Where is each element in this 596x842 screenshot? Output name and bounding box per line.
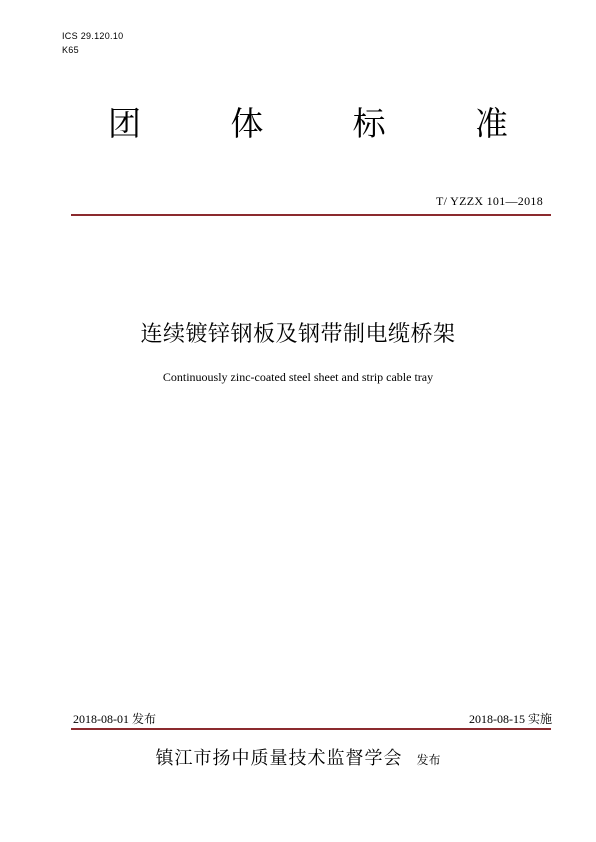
- standard-type-char: 体: [230, 104, 264, 143]
- ccs-code: K65: [62, 45, 79, 55]
- bottom-divider: [71, 728, 551, 730]
- ics-code: ICS 29.120.10: [62, 31, 124, 41]
- title-chinese: 连续镀锌钢板及钢带制电缆桥架: [140, 322, 456, 347]
- publisher-suffix: 发布: [416, 753, 441, 767]
- issue-date: 2018-08-01 发布: [73, 712, 156, 726]
- standard-type-char: 标: [352, 104, 386, 143]
- standard-type-char: 团: [108, 104, 141, 143]
- publisher-line: [0, 744, 596, 770]
- standard-type-heading: [108, 100, 508, 148]
- top-divider: [71, 214, 551, 216]
- title-english: Continuously zinc-coated steel sheet and strip cable tray: [162, 370, 434, 384]
- publisher-name: 镇江市扬中质量技术监督学会: [155, 748, 403, 769]
- standard-type-char: 准: [474, 104, 508, 143]
- implementation-date: 2018-08-15 实施: [469, 712, 552, 726]
- standard-number: T/ YZZX 101—2018: [435, 194, 543, 208]
